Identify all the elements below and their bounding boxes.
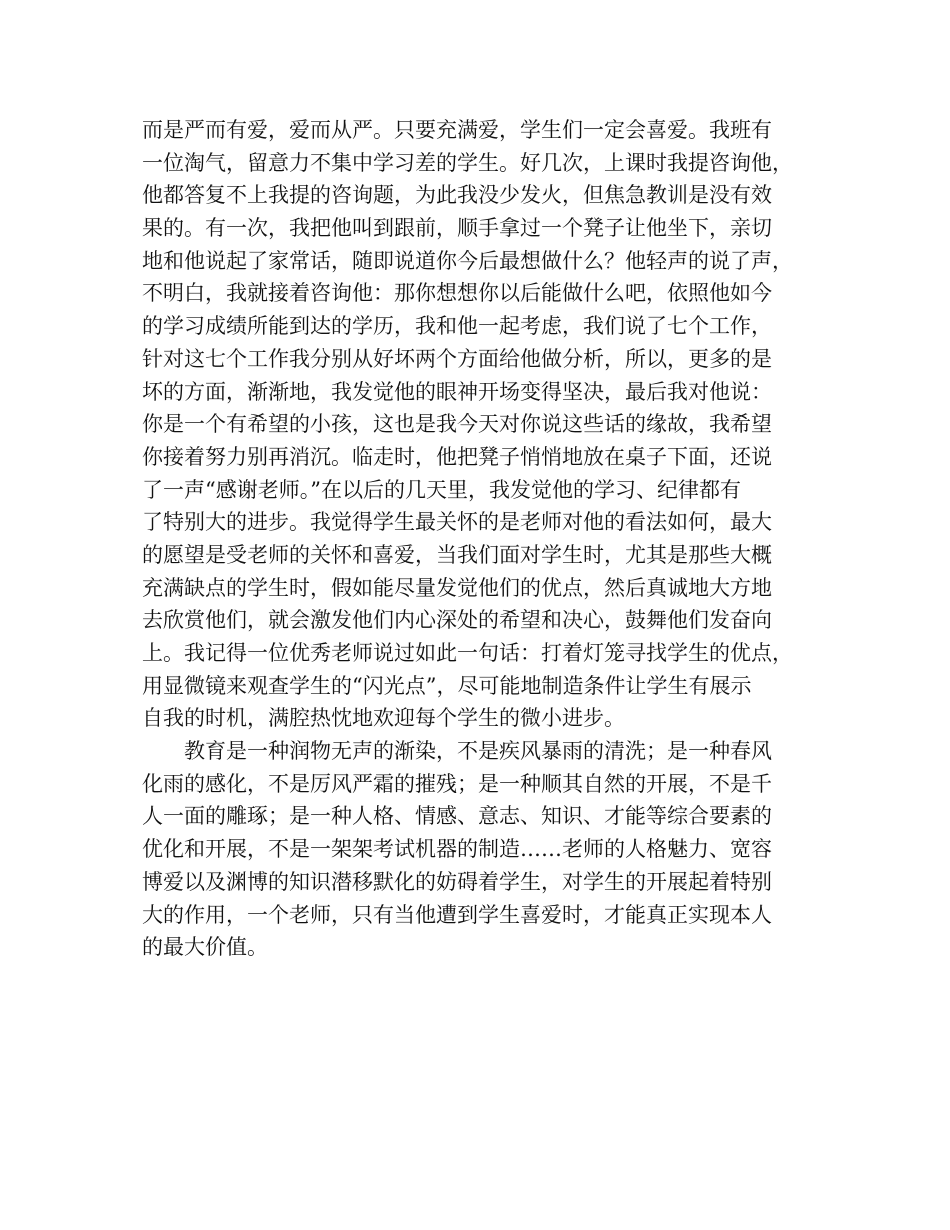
- text-line: 一位淘气，留意力不集中学习差的学生。好几次，上课时我提咨询他，: [142, 150, 793, 175]
- text-line: 化雨的感化，不是厉风严霜的摧残；是一种顺其自然的开展，不是千: [142, 771, 772, 796]
- text-line: 你是一个有希望的小孩，这也是我今天对你说这些话的缘故，我希望: [142, 412, 772, 437]
- text-line: 博爱以及渊博的知识潜移默化的妨碍着学生，对学生的开展起着特别: [142, 869, 772, 894]
- body-text: [142, 114, 814, 964]
- text-line: 了特别大的进步。我觉得学生最关怀的是老师对他的看法如何，最大: [142, 510, 772, 535]
- text-line: 果的。有一次，我把他叫到跟前，顺手拿过一个凳子让他坐下，亲切: [142, 216, 772, 241]
- paragraph-start-line: 教育是一种润物无声的渐染，不是疾风暴雨的清洗；是一种春风: [184, 739, 772, 764]
- text-line: 的学习成绩所能到达的学历，我和他一起考虑，我们说了七个工作，: [142, 314, 772, 339]
- text-line: 大的作用，一个老师，只有当他遭到学生喜爱时，才能真正实现本人: [142, 902, 772, 927]
- text-line: 的愿望是受老师的关怀和喜爱，当我们面对学生时，尤其是那些大概: [142, 542, 772, 567]
- text-line: 坏的方面，渐渐地，我发觉他的眼神开场变得坚决，最后我对他说：: [142, 379, 772, 404]
- text-line: 你接着努力别再消沉。临走时，他把凳子悄悄地放在桌子下面，还说: [142, 444, 772, 469]
- text-line: 不明白，我就接着咨询他：那你想想你以后能做什么吧，依照他如今: [142, 281, 772, 306]
- text-line: 他都答复不上我提的咨询题，为此我没少发火，但焦急教训是没有效: [142, 183, 772, 208]
- text-line: 充满缺点的学生时，假如能尽量发觉他们的优点，然后真诚地大方地: [142, 575, 772, 600]
- text-line: 去欣赏他们，就会激发他们内心深处的希望和决心，鼓舞他们发奋向: [142, 608, 772, 633]
- text-line: 针对这七个工作我分别从好坏两个方面给他做分析，所以，更多的是: [142, 346, 772, 371]
- text-line: 上。我记得一位优秀老师说过如此一句话：打着灯笼寻找学生的优点，: [142, 641, 793, 665]
- text-line: 人一面的雕琢；是一种人格、情感、意志、知识、才能等综合要素的: [142, 804, 772, 829]
- text-line: 用显微镜来观查学生的“闪光点”，尽可能地制造条件让学生有展示: [142, 673, 752, 698]
- text-line: 的最大价值。: [142, 935, 268, 960]
- text-line: 而是严而有爱，爱而从严。只要充满爱，学生们一定会喜爱。我班有: [142, 118, 772, 142]
- text-line: 自我的时机，满腔热忱地欢迎每个学生的微小进步。: [142, 706, 625, 731]
- text-line: 优化和开展，不是一架架考试机器的制造……老师的人格魅力、宽容: [142, 837, 772, 862]
- text-line: 了一声“感谢老师。”在以后的几天里，我发觉他的学习、纪律都有: [142, 477, 741, 502]
- text-line: 地和他说起了家常话，随即说道你今后最想做什么？他轻声的说了声，: [142, 248, 793, 273]
